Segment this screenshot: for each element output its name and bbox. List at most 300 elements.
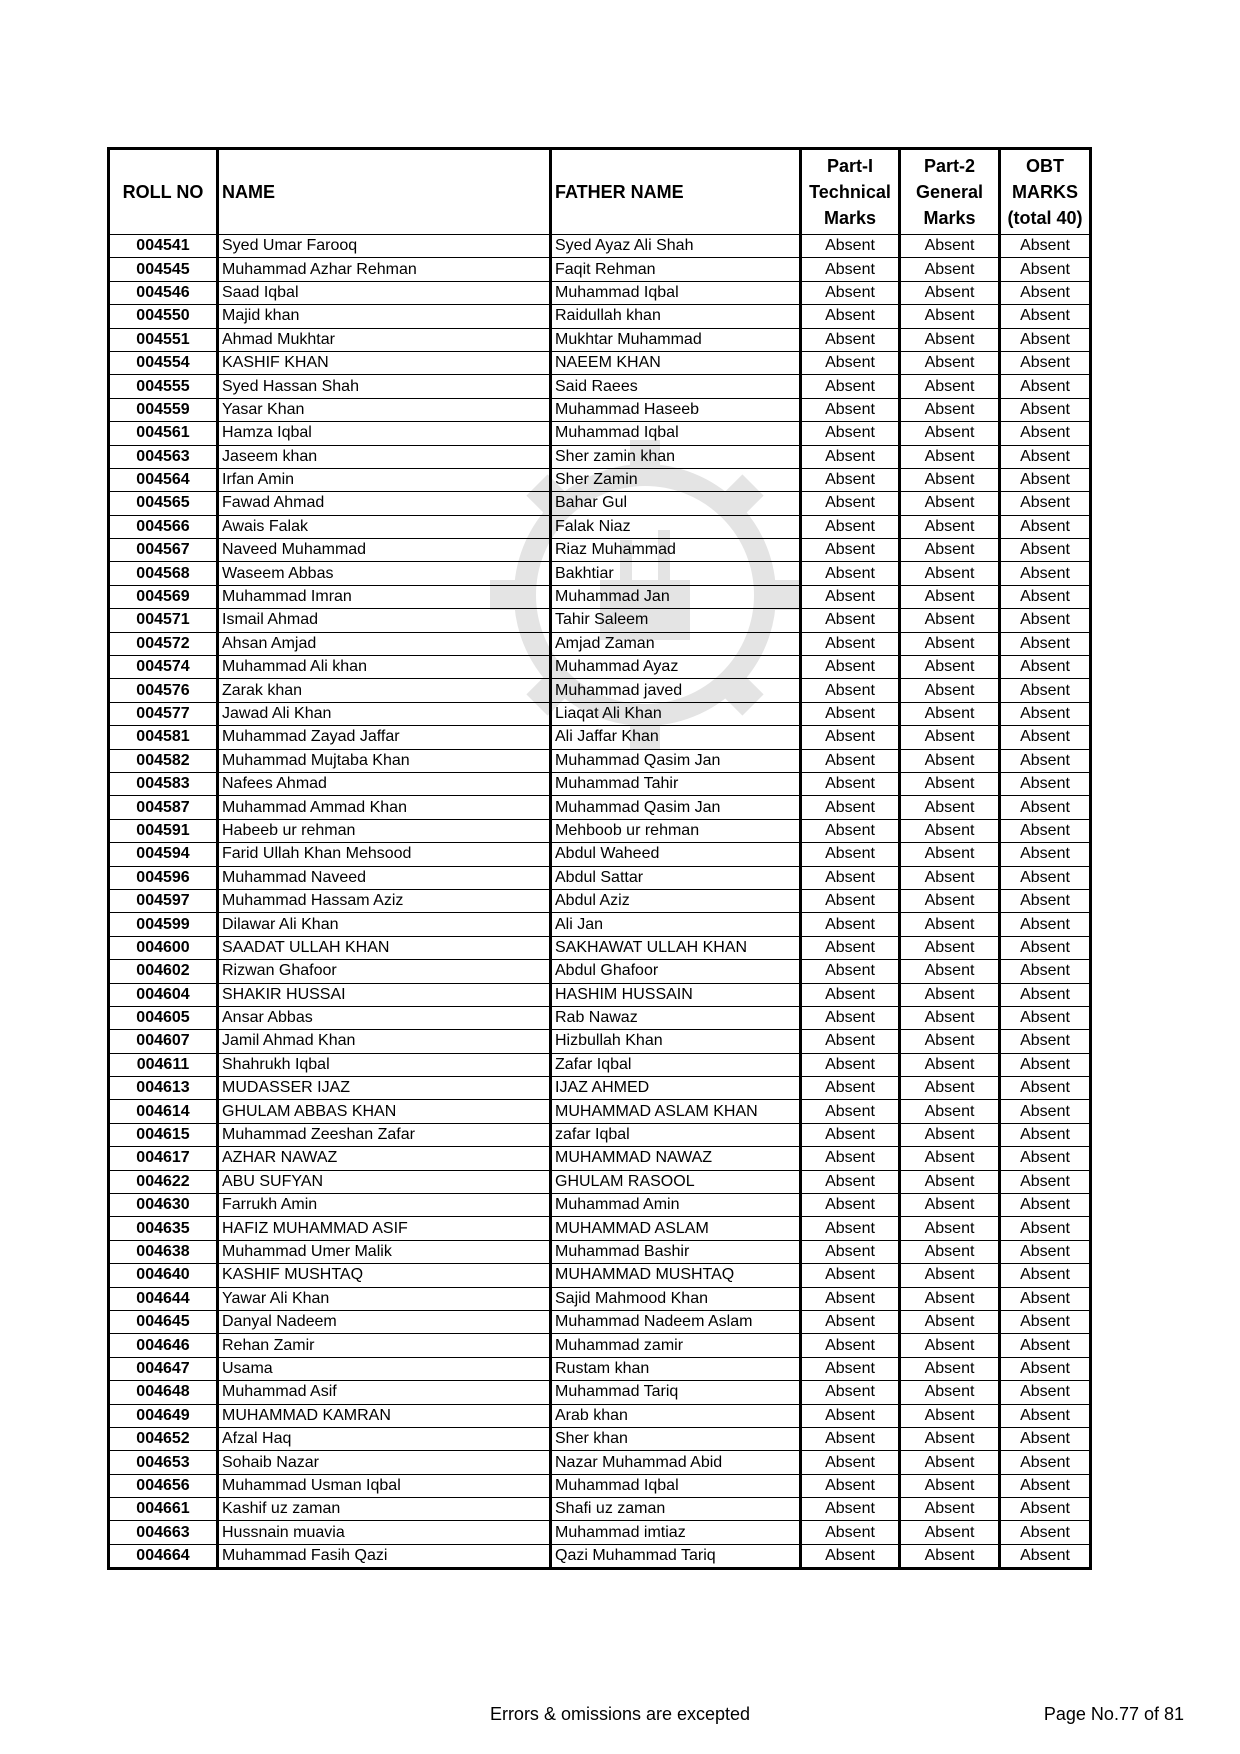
table-row bbox=[109, 1123, 1091, 1146]
obt-marks-cell: Absent bbox=[1000, 679, 1091, 702]
father-name-cell: Nazar Muhammad Abid bbox=[551, 1451, 801, 1474]
roll-no-cell: 004551 bbox=[109, 328, 218, 351]
obt-marks-cell: Absent bbox=[1000, 960, 1091, 983]
table-row bbox=[109, 468, 1091, 491]
father-name-cell: Amjad Zaman bbox=[551, 632, 801, 655]
table-row bbox=[109, 1498, 1091, 1521]
part1-marks-cell: Absent bbox=[801, 1170, 900, 1193]
roll-no-cell: 004622 bbox=[109, 1170, 218, 1193]
part1-marks-cell: Absent bbox=[801, 1474, 900, 1497]
roll-no-cell: 004561 bbox=[109, 422, 218, 445]
part2-marks-cell: Absent bbox=[900, 562, 1000, 585]
part1-marks-cell: Absent bbox=[801, 1521, 900, 1544]
obt-marks-cell: Absent bbox=[1000, 913, 1091, 936]
roll-no-cell: 004602 bbox=[109, 960, 218, 983]
part2-marks-cell: Absent bbox=[900, 351, 1000, 374]
father-name-cell: Bakhtiar bbox=[551, 562, 801, 585]
obt-marks-cell: Absent bbox=[1000, 468, 1091, 491]
table-row bbox=[109, 1217, 1091, 1240]
table-row bbox=[109, 492, 1091, 515]
name-cell: Muhammad Zayad Jaffar bbox=[218, 726, 551, 749]
part2-marks-cell: Absent bbox=[900, 375, 1000, 398]
table-row bbox=[109, 1147, 1091, 1170]
table-body bbox=[109, 235, 1091, 1569]
father-name-cell: Muhammad Tahir bbox=[551, 772, 801, 795]
part1-marks-cell: Absent bbox=[801, 492, 900, 515]
table-row bbox=[109, 726, 1091, 749]
obt-marks-cell: Absent bbox=[1000, 609, 1091, 632]
obt-marks-cell: Absent bbox=[1000, 1147, 1091, 1170]
obt-marks-cell: Absent bbox=[1000, 1544, 1091, 1568]
roll-no-cell: 004648 bbox=[109, 1381, 218, 1404]
part1-marks-cell: Absent bbox=[801, 1053, 900, 1076]
part2-marks-cell: Absent bbox=[900, 819, 1000, 842]
roll-no-cell: 004604 bbox=[109, 983, 218, 1006]
obt-marks-cell: Absent bbox=[1000, 1077, 1091, 1100]
father-name-cell: GHULAM RASOOL bbox=[551, 1170, 801, 1193]
obt-marks-cell: Absent bbox=[1000, 1381, 1091, 1404]
father-name-cell: Muhammad Jan bbox=[551, 585, 801, 608]
part2-marks-cell: Absent bbox=[900, 1100, 1000, 1123]
roll-no-cell: 004555 bbox=[109, 375, 218, 398]
part1-marks-cell: Absent bbox=[801, 258, 900, 281]
table-row bbox=[109, 422, 1091, 445]
name-cell: MUHAMMAD KAMRAN bbox=[218, 1404, 551, 1427]
name-cell: Muhammad Mujtaba Khan bbox=[218, 749, 551, 772]
roll-no-cell: 004664 bbox=[109, 1544, 218, 1568]
father-name-cell: Muhammad Amin bbox=[551, 1194, 801, 1217]
part1-marks-cell: Absent bbox=[801, 1264, 900, 1287]
roll-no-cell: 004563 bbox=[109, 445, 218, 468]
header-obt-line2: MARKS bbox=[1012, 182, 1078, 202]
footer-note: Errors & omissions are excepted bbox=[489, 1704, 751, 1724]
obt-marks-cell: Absent bbox=[1000, 1100, 1091, 1123]
table-row bbox=[109, 1264, 1091, 1287]
obt-marks-cell: Absent bbox=[1000, 1498, 1091, 1521]
part1-marks-cell: Absent bbox=[801, 1427, 900, 1450]
obt-marks-cell: Absent bbox=[1000, 1194, 1091, 1217]
header-obt-marks bbox=[1000, 149, 1091, 235]
header-part2-line1: Part-2 bbox=[923, 156, 976, 176]
obt-marks-cell: Absent bbox=[1000, 539, 1091, 562]
obt-marks-cell: Absent bbox=[1000, 1310, 1091, 1333]
roll-no-cell: 004649 bbox=[109, 1404, 218, 1427]
obt-marks-cell: Absent bbox=[1000, 351, 1091, 374]
name-cell: Jamil Ahmad Khan bbox=[218, 1030, 551, 1053]
part1-marks-cell: Absent bbox=[801, 1240, 900, 1263]
father-name-cell: Tahir Saleem bbox=[551, 609, 801, 632]
roll-no-cell: 004656 bbox=[109, 1474, 218, 1497]
table-row bbox=[109, 1077, 1091, 1100]
part1-marks-cell: Absent bbox=[801, 819, 900, 842]
part1-marks-cell: Absent bbox=[801, 1544, 900, 1568]
roll-no-cell: 004571 bbox=[109, 609, 218, 632]
roll-no-cell: 004541 bbox=[109, 235, 218, 258]
father-name-cell: Abdul Ghafoor bbox=[551, 960, 801, 983]
obt-marks-cell: Absent bbox=[1000, 562, 1091, 585]
table-row bbox=[109, 1287, 1091, 1310]
roll-no-cell: 004597 bbox=[109, 889, 218, 912]
roll-no-cell: 004613 bbox=[109, 1077, 218, 1100]
obt-marks-cell: Absent bbox=[1000, 1240, 1091, 1263]
obt-marks-cell: Absent bbox=[1000, 1170, 1091, 1193]
name-cell: Saad Iqbal bbox=[218, 281, 551, 304]
obt-marks-cell: Absent bbox=[1000, 749, 1091, 772]
name-cell: Muhammad Usman Iqbal bbox=[218, 1474, 551, 1497]
part1-marks-cell: Absent bbox=[801, 1147, 900, 1170]
part2-marks-cell: Absent bbox=[900, 1404, 1000, 1427]
father-name-cell: Arab khan bbox=[551, 1404, 801, 1427]
obt-marks-cell: Absent bbox=[1000, 1334, 1091, 1357]
table-row bbox=[109, 1521, 1091, 1544]
name-cell: Jawad Ali Khan bbox=[218, 702, 551, 725]
roll-no-cell: 004566 bbox=[109, 515, 218, 538]
name-cell: AZHAR NAWAZ bbox=[218, 1147, 551, 1170]
name-cell: Kashif uz zaman bbox=[218, 1498, 551, 1521]
name-cell: Hamza Iqbal bbox=[218, 422, 551, 445]
name-cell: SAADAT ULLAH KHAN bbox=[218, 936, 551, 959]
obt-marks-cell: Absent bbox=[1000, 1357, 1091, 1380]
father-name-cell: Abdul Sattar bbox=[551, 866, 801, 889]
obt-marks-cell: Absent bbox=[1000, 398, 1091, 421]
part2-marks-cell: Absent bbox=[900, 1310, 1000, 1333]
part2-marks-cell: Absent bbox=[900, 492, 1000, 515]
roll-no-cell: 004567 bbox=[109, 539, 218, 562]
obt-marks-cell: Absent bbox=[1000, 258, 1091, 281]
obt-marks-cell: Absent bbox=[1000, 1474, 1091, 1497]
name-cell: KASHIF MUSHTAQ bbox=[218, 1264, 551, 1287]
father-name-cell: Sher Zamin bbox=[551, 468, 801, 491]
roll-no-cell: 004611 bbox=[109, 1053, 218, 1076]
father-name-cell: Said Raees bbox=[551, 375, 801, 398]
table-row bbox=[109, 796, 1091, 819]
part2-marks-cell: Absent bbox=[900, 1521, 1000, 1544]
name-cell: Muhammad Fasih Qazi bbox=[218, 1544, 551, 1568]
header-name: NAME bbox=[218, 149, 551, 235]
part1-marks-cell: Absent bbox=[801, 936, 900, 959]
part2-marks-cell: Absent bbox=[900, 983, 1000, 1006]
part1-marks-cell: Absent bbox=[801, 772, 900, 795]
father-name-cell: Muhammad Haseeb bbox=[551, 398, 801, 421]
father-name-cell: zafar Iqbal bbox=[551, 1123, 801, 1146]
table-row bbox=[109, 609, 1091, 632]
part1-marks-cell: Absent bbox=[801, 1357, 900, 1380]
part2-marks-cell: Absent bbox=[900, 422, 1000, 445]
table-row bbox=[109, 889, 1091, 912]
obt-marks-cell: Absent bbox=[1000, 772, 1091, 795]
father-name-cell: NAEEM KHAN bbox=[551, 351, 801, 374]
part1-marks-cell: Absent bbox=[801, 398, 900, 421]
name-cell: Zarak khan bbox=[218, 679, 551, 702]
obt-marks-cell: Absent bbox=[1000, 1030, 1091, 1053]
part2-marks-cell: Absent bbox=[900, 726, 1000, 749]
name-cell: KASHIF KHAN bbox=[218, 351, 551, 374]
header-part1-line1: Part-I bbox=[826, 156, 873, 176]
header-part1-line2: Technical bbox=[809, 182, 891, 202]
name-cell: Muhammad Azhar Rehman bbox=[218, 258, 551, 281]
father-name-cell: SAKHAWAT ULLAH KHAN bbox=[551, 936, 801, 959]
part2-marks-cell: Absent bbox=[900, 1264, 1000, 1287]
part2-marks-cell: Absent bbox=[900, 235, 1000, 258]
obt-marks-cell: Absent bbox=[1000, 1404, 1091, 1427]
part1-marks-cell: Absent bbox=[801, 1217, 900, 1240]
father-name-cell: Muhammad Iqbal bbox=[551, 281, 801, 304]
table-row bbox=[109, 585, 1091, 608]
part2-marks-cell: Absent bbox=[900, 936, 1000, 959]
part1-marks-cell: Absent bbox=[801, 445, 900, 468]
obt-marks-cell: Absent bbox=[1000, 796, 1091, 819]
part2-marks-cell: Absent bbox=[900, 1077, 1000, 1100]
father-name-cell: Muhammad javed bbox=[551, 679, 801, 702]
roll-no-cell: 004599 bbox=[109, 913, 218, 936]
obt-marks-cell: Absent bbox=[1000, 585, 1091, 608]
part2-marks-cell: Absent bbox=[900, 328, 1000, 351]
part2-marks-cell: Absent bbox=[900, 702, 1000, 725]
name-cell: Farrukh Amin bbox=[218, 1194, 551, 1217]
roll-no-cell: 004635 bbox=[109, 1217, 218, 1240]
roll-no-cell: 004646 bbox=[109, 1334, 218, 1357]
father-name-cell: Liaqat Ali Khan bbox=[551, 702, 801, 725]
roll-no-cell: 004577 bbox=[109, 702, 218, 725]
name-cell: Rizwan Ghafoor bbox=[218, 960, 551, 983]
part2-marks-cell: Absent bbox=[900, 468, 1000, 491]
part1-marks-cell: Absent bbox=[801, 679, 900, 702]
father-name-cell: Syed Ayaz Ali Shah bbox=[551, 235, 801, 258]
table-row bbox=[109, 866, 1091, 889]
part1-marks-cell: Absent bbox=[801, 960, 900, 983]
table-row bbox=[109, 1240, 1091, 1263]
table-row bbox=[109, 632, 1091, 655]
roll-no-cell: 004607 bbox=[109, 1030, 218, 1053]
father-name-cell: Faqit Rehman bbox=[551, 258, 801, 281]
father-name-cell: IJAZ AHMED bbox=[551, 1077, 801, 1100]
table-row bbox=[109, 1100, 1091, 1123]
father-name-cell: Raidullah khan bbox=[551, 305, 801, 328]
header-roll-no: ROLL NO bbox=[109, 149, 218, 235]
table-row bbox=[109, 515, 1091, 538]
name-cell: SHAKIR HUSSAI bbox=[218, 983, 551, 1006]
name-cell: Naveed Muhammad bbox=[218, 539, 551, 562]
part1-marks-cell: Absent bbox=[801, 632, 900, 655]
father-name-cell: Rab Nawaz bbox=[551, 1006, 801, 1029]
name-cell: Muhammad Ali khan bbox=[218, 656, 551, 679]
part1-marks-cell: Absent bbox=[801, 1194, 900, 1217]
part1-marks-cell: Absent bbox=[801, 913, 900, 936]
name-cell: Muhammad Ammad Khan bbox=[218, 796, 551, 819]
roll-no-cell: 004615 bbox=[109, 1123, 218, 1146]
father-name-cell: Hizbullah Khan bbox=[551, 1030, 801, 1053]
roll-no-cell: 004568 bbox=[109, 562, 218, 585]
part2-marks-cell: Absent bbox=[900, 258, 1000, 281]
table-row bbox=[109, 1381, 1091, 1404]
name-cell: Syed Umar Farooq bbox=[218, 235, 551, 258]
table-row bbox=[109, 1404, 1091, 1427]
father-name-cell: Muhammad imtiaz bbox=[551, 1521, 801, 1544]
table-row bbox=[109, 1194, 1091, 1217]
table-row bbox=[109, 1474, 1091, 1497]
roll-no-cell: 004583 bbox=[109, 772, 218, 795]
part1-marks-cell: Absent bbox=[801, 1100, 900, 1123]
table-row bbox=[109, 305, 1091, 328]
table-header-row bbox=[109, 149, 1091, 235]
part2-marks-cell: Absent bbox=[900, 749, 1000, 772]
obt-marks-cell: Absent bbox=[1000, 515, 1091, 538]
part2-marks-cell: Absent bbox=[900, 960, 1000, 983]
roll-no-cell: 004576 bbox=[109, 679, 218, 702]
father-name-cell: Muhammad Tariq bbox=[551, 1381, 801, 1404]
obt-marks-cell: Absent bbox=[1000, 819, 1091, 842]
obt-marks-cell: Absent bbox=[1000, 1521, 1091, 1544]
table-row bbox=[109, 913, 1091, 936]
obt-marks-cell: Absent bbox=[1000, 1217, 1091, 1240]
father-name-cell: Muhammad Ayaz bbox=[551, 656, 801, 679]
part2-marks-cell: Absent bbox=[900, 1544, 1000, 1568]
table-row bbox=[109, 749, 1091, 772]
name-cell: Afzal Haq bbox=[218, 1427, 551, 1450]
table-row bbox=[109, 328, 1091, 351]
roll-no-cell: 004647 bbox=[109, 1357, 218, 1380]
roll-no-cell: 004550 bbox=[109, 305, 218, 328]
header-part2-line3: Marks bbox=[923, 208, 976, 228]
roll-no-cell: 004640 bbox=[109, 1264, 218, 1287]
part1-marks-cell: Absent bbox=[801, 351, 900, 374]
part1-marks-cell: Absent bbox=[801, 726, 900, 749]
part2-marks-cell: Absent bbox=[900, 305, 1000, 328]
father-name-cell: Mukhtar Muhammad bbox=[551, 328, 801, 351]
part1-marks-cell: Absent bbox=[801, 866, 900, 889]
obt-marks-cell: Absent bbox=[1000, 1006, 1091, 1029]
name-cell: Rehan Zamir bbox=[218, 1334, 551, 1357]
header-part1-line3: Marks bbox=[823, 208, 877, 228]
father-name-cell: Muhammad Nadeem Aslam bbox=[551, 1310, 801, 1333]
father-name-cell: Muhammad Iqbal bbox=[551, 422, 801, 445]
obt-marks-cell: Absent bbox=[1000, 983, 1091, 1006]
roll-no-cell: 004653 bbox=[109, 1451, 218, 1474]
roll-no-cell: 004554 bbox=[109, 351, 218, 374]
part1-marks-cell: Absent bbox=[801, 515, 900, 538]
name-cell: Muhammad Naveed bbox=[218, 866, 551, 889]
obt-marks-cell: Absent bbox=[1000, 1427, 1091, 1450]
roll-no-cell: 004638 bbox=[109, 1240, 218, 1263]
roll-no-cell: 004569 bbox=[109, 585, 218, 608]
roll-no-cell: 004644 bbox=[109, 1287, 218, 1310]
roll-no-cell: 004614 bbox=[109, 1100, 218, 1123]
father-name-cell: Qazi Muhammad Tariq bbox=[551, 1544, 801, 1568]
table-row bbox=[109, 258, 1091, 281]
name-cell: Fawad Ahmad bbox=[218, 492, 551, 515]
table-row bbox=[109, 351, 1091, 374]
name-cell: Muhammad Umer Malik bbox=[218, 1240, 551, 1263]
father-name-cell: Muhammad Qasim Jan bbox=[551, 796, 801, 819]
obt-marks-cell: Absent bbox=[1000, 656, 1091, 679]
father-name-cell: Sajid Mahmood Khan bbox=[551, 1287, 801, 1310]
father-name-cell: Muhammad zamir bbox=[551, 1334, 801, 1357]
header-father-name: FATHER NAME bbox=[551, 149, 801, 235]
header-obt-line1: OBT bbox=[1026, 156, 1064, 176]
part2-marks-cell: Absent bbox=[900, 1030, 1000, 1053]
header-part2-general-marks bbox=[900, 149, 1000, 235]
father-name-cell: Abdul Waheed bbox=[551, 843, 801, 866]
name-cell: Yawar Ali Khan bbox=[218, 1287, 551, 1310]
name-cell: Waseem Abbas bbox=[218, 562, 551, 585]
name-cell: Habeeb ur rehman bbox=[218, 819, 551, 842]
obt-marks-cell: Absent bbox=[1000, 1287, 1091, 1310]
table-row bbox=[109, 562, 1091, 585]
roll-no-cell: 004652 bbox=[109, 1427, 218, 1450]
part2-marks-cell: Absent bbox=[900, 1381, 1000, 1404]
father-name-cell: Bahar Gul bbox=[551, 492, 801, 515]
part2-marks-cell: Absent bbox=[900, 515, 1000, 538]
table-row bbox=[109, 1006, 1091, 1029]
father-name-cell: MUHAMMAD MUSHTAQ bbox=[551, 1264, 801, 1287]
part2-marks-cell: Absent bbox=[900, 585, 1000, 608]
part1-marks-cell: Absent bbox=[801, 539, 900, 562]
roll-no-cell: 004600 bbox=[109, 936, 218, 959]
roll-no-cell: 004546 bbox=[109, 281, 218, 304]
part1-marks-cell: Absent bbox=[801, 375, 900, 398]
obt-marks-cell: Absent bbox=[1000, 1264, 1091, 1287]
table-row bbox=[109, 1334, 1091, 1357]
part2-marks-cell: Absent bbox=[900, 1147, 1000, 1170]
obt-marks-cell: Absent bbox=[1000, 1053, 1091, 1076]
part1-marks-cell: Absent bbox=[801, 1006, 900, 1029]
table-row bbox=[109, 1310, 1091, 1333]
name-cell: Dilawar Ali Khan bbox=[218, 913, 551, 936]
part2-marks-cell: Absent bbox=[900, 1170, 1000, 1193]
name-cell: Irfan Amin bbox=[218, 468, 551, 491]
table-row bbox=[109, 1544, 1091, 1568]
part2-marks-cell: Absent bbox=[900, 1217, 1000, 1240]
roll-no-cell: 004630 bbox=[109, 1194, 218, 1217]
father-name-cell: MUHAMMAD ASLAM KHAN bbox=[551, 1100, 801, 1123]
name-cell: Ansar Abbas bbox=[218, 1006, 551, 1029]
roll-no-cell: 004559 bbox=[109, 398, 218, 421]
table-row bbox=[109, 1451, 1091, 1474]
obt-marks-cell: Absent bbox=[1000, 235, 1091, 258]
name-cell: Nafees Ahmad bbox=[218, 772, 551, 795]
part1-marks-cell: Absent bbox=[801, 702, 900, 725]
name-cell: Shahrukh Iqbal bbox=[218, 1053, 551, 1076]
part2-marks-cell: Absent bbox=[900, 445, 1000, 468]
father-name-cell: Muhammad Iqbal bbox=[551, 1474, 801, 1497]
father-name-cell: Mehboob ur rehman bbox=[551, 819, 801, 842]
obt-marks-cell: Absent bbox=[1000, 936, 1091, 959]
obt-marks-cell: Absent bbox=[1000, 281, 1091, 304]
obt-marks-cell: Absent bbox=[1000, 1123, 1091, 1146]
father-name-cell: Shafi uz zaman bbox=[551, 1498, 801, 1521]
part1-marks-cell: Absent bbox=[801, 983, 900, 1006]
table-row bbox=[109, 656, 1091, 679]
part1-marks-cell: Absent bbox=[801, 1310, 900, 1333]
part2-marks-cell: Absent bbox=[900, 843, 1000, 866]
part1-marks-cell: Absent bbox=[801, 889, 900, 912]
obt-marks-cell: Absent bbox=[1000, 305, 1091, 328]
part1-marks-cell: Absent bbox=[801, 1381, 900, 1404]
part1-marks-cell: Absent bbox=[801, 281, 900, 304]
part1-marks-cell: Absent bbox=[801, 609, 900, 632]
name-cell: Muhammad Imran bbox=[218, 585, 551, 608]
name-cell: GHULAM ABBAS KHAN bbox=[218, 1100, 551, 1123]
part2-marks-cell: Absent bbox=[900, 679, 1000, 702]
part1-marks-cell: Absent bbox=[801, 749, 900, 772]
part1-marks-cell: Absent bbox=[801, 1077, 900, 1100]
part2-marks-cell: Absent bbox=[900, 609, 1000, 632]
father-name-cell: MUHAMMAD NAWAZ bbox=[551, 1147, 801, 1170]
table-row bbox=[109, 819, 1091, 842]
part1-marks-cell: Absent bbox=[801, 422, 900, 445]
father-name-cell: Falak Niaz bbox=[551, 515, 801, 538]
part1-marks-cell: Absent bbox=[801, 468, 900, 491]
